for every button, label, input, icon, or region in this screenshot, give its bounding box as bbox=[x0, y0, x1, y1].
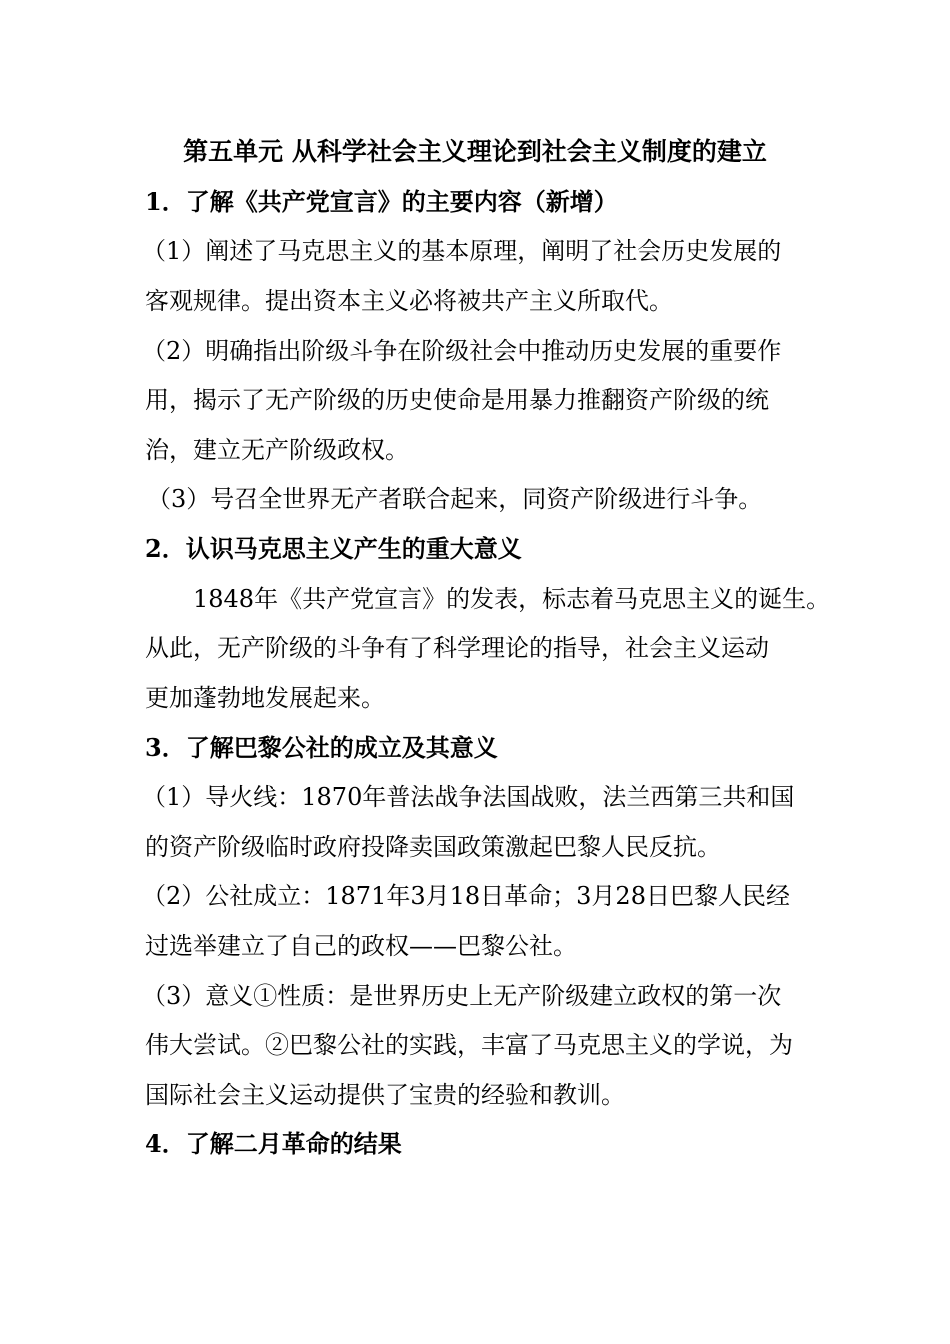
paragraph-line: 用，揭示了无产阶级的历史使命是用暴力推翻资产阶级的统 bbox=[145, 386, 769, 414]
paragraph-line: 1848年《共产党宣言》的发表，标志着马克思主义的诞生。 bbox=[193, 585, 831, 613]
page-title: 第五单元 从科学社会主义理论到社会主义制度的建立 bbox=[183, 137, 767, 166]
paragraph-line: （3）号召全世界无产者联合起来，同资产阶级进行斗争。 bbox=[147, 485, 763, 513]
section-heading-4: 4．了解二月革命的结果 bbox=[145, 1129, 402, 1158]
paragraph-line: 治，建立无产阶级政权。 bbox=[145, 436, 409, 464]
paragraph-line: 客观规律。提出资本主义必将被共产主义所取代。 bbox=[145, 287, 673, 315]
paragraph-line: 更加蓬勃地发展起来。 bbox=[145, 684, 385, 712]
paragraph-line: 伟大尝试。②巴黎公社的实践，丰富了马克思主义的学说，为 bbox=[145, 1031, 793, 1059]
paragraph-line: （3）意义①性质：是世界历史上无产阶级建立政权的第一次 bbox=[142, 982, 782, 1010]
paragraph-line: （1）阐述了马克思主义的基本原理，阐明了社会历史发展的 bbox=[142, 237, 782, 265]
paragraph-line: （2）明确指出阶级斗争在阶级社会中推动历史发展的重要作 bbox=[142, 337, 782, 365]
paragraph-line: （1）导火线：1870年普法战争法国战败，法兰西第三共和国 bbox=[142, 783, 795, 811]
paragraph-line: 从此，无产阶级的斗争有了科学理论的指导，社会主义运动 bbox=[145, 634, 769, 662]
paragraph-line: 国际社会主义运动提供了宝贵的经验和教训。 bbox=[145, 1081, 625, 1109]
section-heading-3: 3．了解巴黎公社的成立及其意义 bbox=[145, 733, 498, 762]
section-heading-2: 2．认识马克思主义产生的重大意义 bbox=[145, 534, 522, 563]
paragraph-line: 的资产阶级临时政府投降卖国政策激起巴黎人民反抗。 bbox=[145, 833, 721, 861]
paragraph-line: 过选举建立了自己的政权——巴黎公社。 bbox=[145, 932, 577, 960]
section-heading-1: 1．了解《共产党宣言》的主要内容（新增） bbox=[145, 187, 618, 216]
paragraph-line: （2）公社成立：1871年3月18日革命；3月28日巴黎人民经 bbox=[142, 882, 790, 910]
